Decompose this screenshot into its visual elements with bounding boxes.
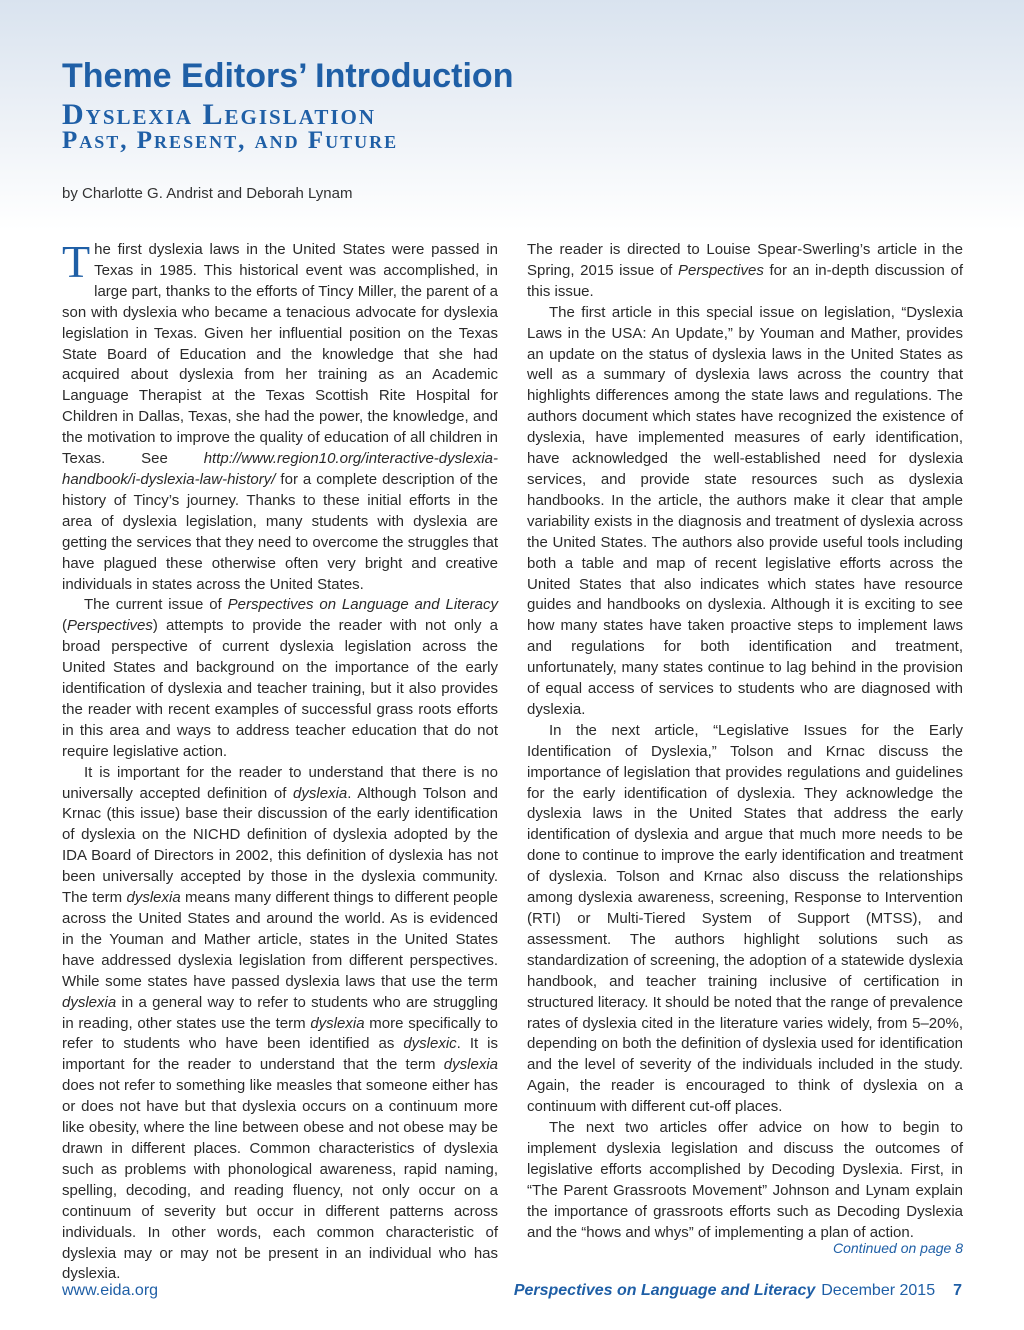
paragraph-text: for an in-depth discussion of this issue. [527,261,963,300]
byline: by Charlotte G. Andrist and Deborah Lynam [62,185,353,202]
emphasis: dyslexia [293,784,348,802]
paragraph [62,236,498,595]
paragraph-text: ( [62,617,67,635]
journal-name: Perspectives on Language and Literacy [227,596,498,614]
paragraph [62,595,498,762]
paragraph [62,763,498,1286]
paragraph-text: for a complete description of the history of Tincy’s journey. Thanks to these initial efforts in the area of dyslexia legislation, many students with dyslexia are getting the services that they need to overcome the struggles that have plagued these otherwise often very bright and creative individuals in states across the United States. [62,470,498,593]
left-column [62,236,499,1285]
page-number: 7 [953,1282,962,1299]
paragraph: The next two articles offer advice on how to begin to implement dyslexia legislation and discuss the outcomes of legislative efforts accomplished by Decoding Dyslexia. First, in “The Parent Grassroots Movement” Johnson and Lynam explain the importance of grassroots efforts such as Decoding Dyslexia and the “hows and whys” of implementing a plan of action. [527,1119,963,1241]
paragraph-text: in a general way to refer to students who are struggling in reading, other states use the term [62,993,498,1032]
emphasis: dyslexia [126,889,181,907]
website-link[interactable]: www.eida.org [62,1282,159,1299]
article-header [62,56,962,154]
emphasis: dyslexia [310,1014,365,1032]
paragraph-text: The current issue of [84,596,228,614]
issue-date: December 2015 [821,1282,936,1299]
continued-link[interactable]: Continued on page 8 [833,1240,963,1256]
paragraph-text: . Although Tolson and Krnac (this issue) base their discussion of the early identification of dyslexia on the NICHD definition of dyslexia adopted by the IDA Board of Directors in 2002, this definition of dyslexia has not been universally accepted by those in the dyslexia community. The term [62,784,498,907]
journal-short-name: Perspectives [67,617,153,635]
emphasis: dyslexia [62,993,117,1011]
right-column [527,240,963,1244]
drop-cap: T [62,236,91,287]
emphasis: dyslexia [443,1056,498,1074]
emphasis: dyslexic [403,1035,457,1053]
paragraph-text: The reader is directed to Louise Spear-Swerling’s article in the Spring, 2015 issue of [527,241,963,279]
article-subtitle-line-2: Past, Present, and Future [62,127,399,154]
journal-short-name: Perspectives [677,261,764,279]
paragraph-text: means many different things to different people across the United States and around the world. As is evidenced in the Youman and Mather article, states in the United States have addressed dyslexia legislation from different perspectives. While some states have passed dyslexia laws that use the term [62,889,499,990]
paragraph-text: . It is important for the reader to understand that the term [62,1035,498,1074]
paragraph-text: It is important for the reader to understand that there is no universally accepted definition of [62,763,498,802]
page-footer [62,1282,962,1304]
paragraph [527,240,963,303]
article-title: Theme Editors’ Introduction [62,57,514,95]
history-link[interactable]: http://www.region10.org/interactive-dyslexia-handbook/i-dyslexia-law-history/ [62,450,498,488]
footer-right [514,1282,962,1300]
paragraph: The first article in this special issue on legislation, “Dyslexia Laws in the USA: An Update,” by Youman and Mather, provides an update on the status of dyslexia laws in the United States as well as a summary of dyslexia laws across the country that highlights differences among the state laws and regulations. The authors document which states have recognized the existence of dyslexia, have implemented measures of early identification, have acknowledged the well-established need for dyslexia services, and provide state resources such as dyslexia handbooks. In the article, the authors make it clear that ample variability exists in the diagnosis and treatment of dyslexia across the United States. The authors also provide useful tools including both a table and map of recent legislative efforts across the United States that also indicates which states have resource guides and handbooks on dyslexia. Although it is exciting to see how many states have taken proactive steps to implement laws and regulations for both identification and treatment, unfortunately, many states continue to lag behind in the provision of equal access of services to students who are diagnosed with dyslexia. [527,303,963,718]
paragraph-text: ) attempts to provide the reader with not only a broad perspective of current dyslexia legislation across the United States and background on the importance of the early identification of dyslexia and teacher training, but it also provides the reader with recent examples of successful grass roots efforts in this area and ways to address teacher education that do not require legislative action. [62,617,498,760]
paragraph-text: more specifically to refer to students who have been identified as [62,1014,498,1053]
paragraph: In the next article, “Legislative Issues for the Early Identification of Dyslexia,” Tolson and Krnac discuss the importance of legislation that provides regulations and guidelines for the early identification of dyslexia. They acknowledge the dyslexia laws in the United States that address the early identification of dyslexia and argue that much more needs to be done to continue to improve the early identification and treatment of dyslexia. Tolson and Krnac also discuss the relationships among dyslexia awareness, screening, Response to Intervention (RTI) or Multi-Tiered System of Support (MTSS), and assessment. The authors highlight solutions such as standardization of screening, the adoption of a statewide dyslexia handbook, and teacher training inclusive of certification in structured literacy. It should be noted that the range of prevalence rates of dyslexia cited in the literature varies widely, from 5–20%, depending on both the definition of dyslexia used for identification and the level of severity of the individuals included in the study. Again, the reader is encouraged to think of dyslexia on a continuum with different cut-off places. [527,721,963,1116]
paragraph-text: does not refer to something like measles that someone either has or does not have but that dyslexia occurs on a continuum more like obesity, where the line between obese and not obese may be drawn in different places. Common characteristics of dyslexia such as problems with phonological awareness, rapid naming, spelling, decoding, and reading fluency, not only occur on a continuum of severity but occur in different patterns across individuals. In other words, each common characteristic of dyslexia may or may not be present in an individual who has dyslexia. [62,1077,498,1283]
journal-title: Perspectives on Language and Literacy [513,1282,816,1299]
paragraph-text: he first dyslexia laws in the United States were passed in Texas in 1985. This historical event was accomplished, in large part, thanks to the efforts of Tincy Miller, the parent of a son with dyslexia who became a tenacious advocate for dyslexia legislation in Texas. Given her influential position on the Texas State Board of Education and the knowledge that she had acquired about dyslexia from her training as an Academic Language Therapist at the Texas Scottish Rite Hospital for Children in Dallas, Texas, she had the power, the knowledge, and the motivation to improve the quality of education of all children in Texas. See [62,241,498,468]
article-subtitle-line-1: Dyslexia Legislation [62,98,377,131]
